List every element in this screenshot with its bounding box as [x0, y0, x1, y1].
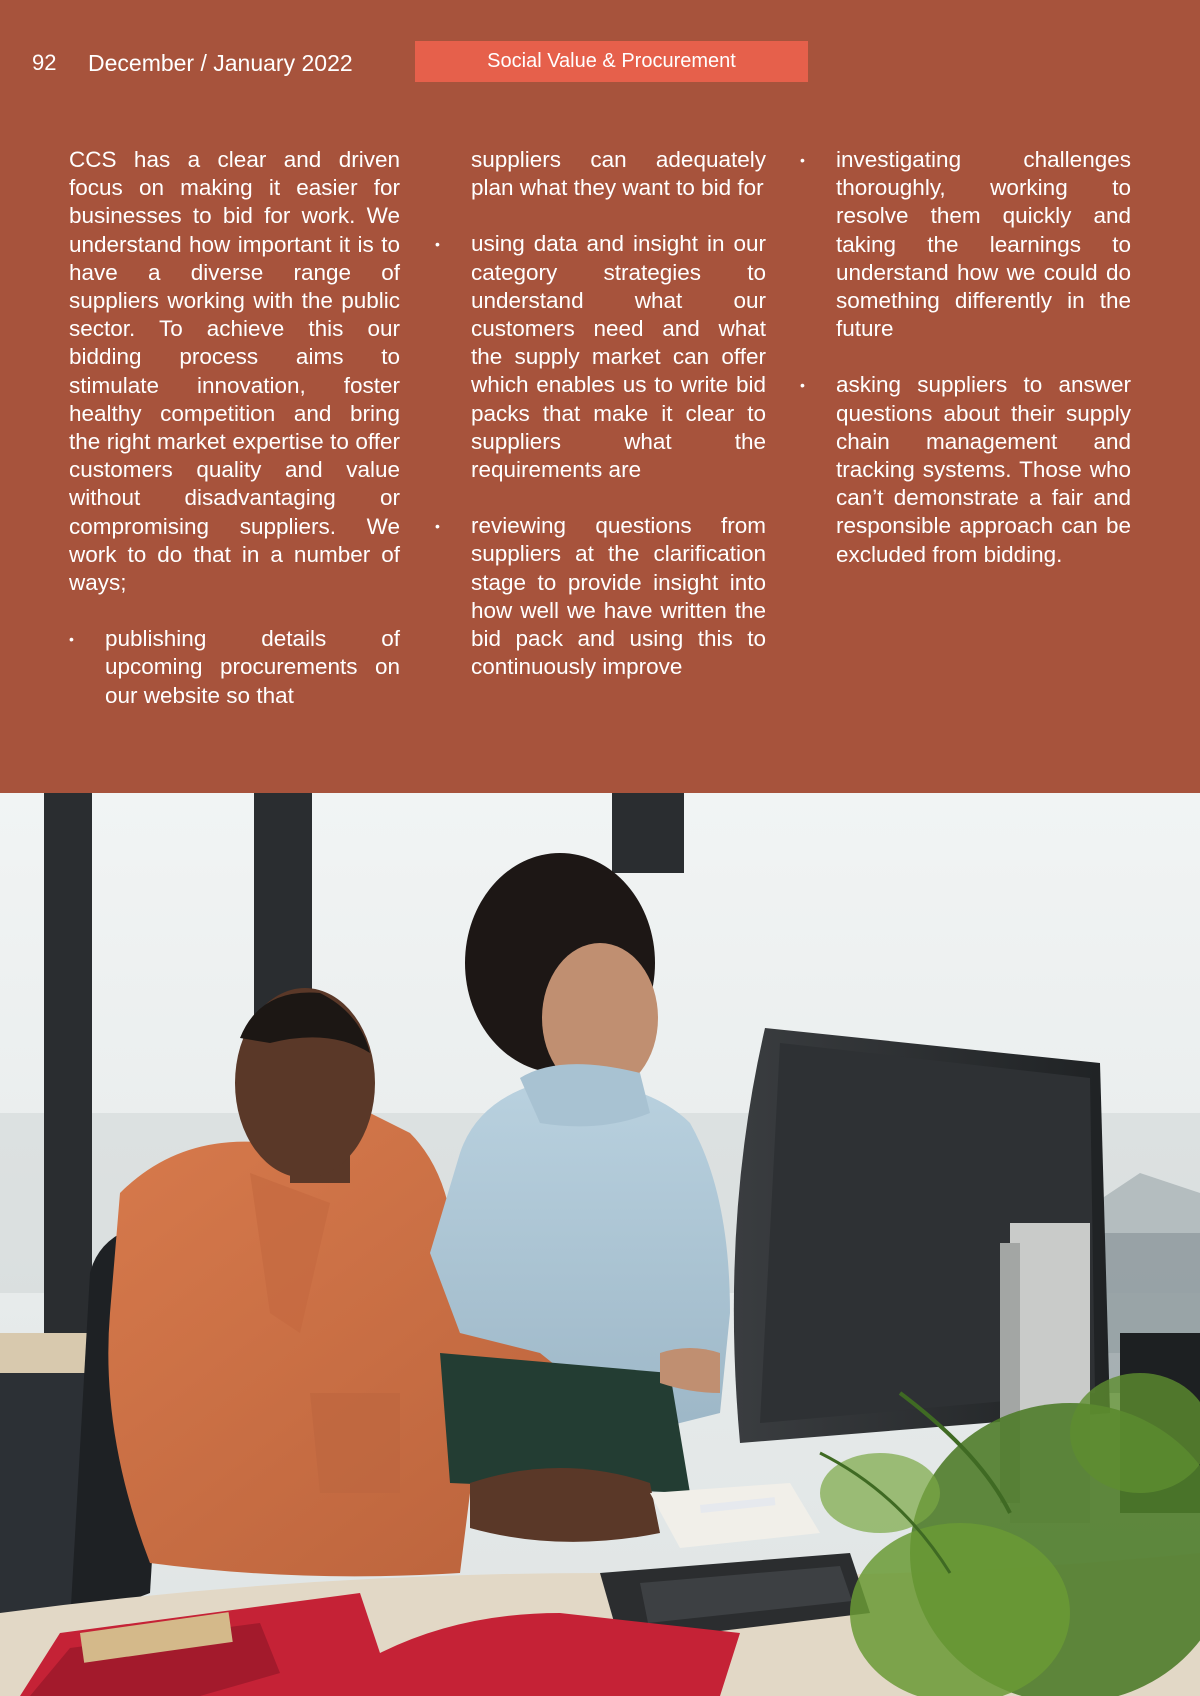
intro-paragraph: CCS has a clear and driven focus on making it easier for businesses to bid for work. We understand how important it is to have a diverse range of suppliers working with the public sector. To achieve this our bidding process aims to stimulate innovation, foster healthy competition and bring the right market expertise to offer customers quality and value without disadvantaging or compromising suppliers. We work to do that in a number of ways;: [69, 147, 400, 596]
page-header: [0, 0, 1200, 130]
bullet-list: [69, 625, 400, 710]
list-item-text: reviewing questions from suppliers at the clarification stage to provide insight into how well we have written the bid pack and using this to continuously improve: [471, 513, 766, 680]
bullet-list: [435, 146, 766, 681]
bullet-icon: •: [69, 631, 74, 648]
text-column-3: [800, 146, 1131, 569]
list-item: [800, 146, 1131, 343]
office-photo: [0, 793, 1200, 1696]
bullet-icon: •: [435, 236, 440, 253]
list-item: [435, 230, 766, 484]
list-item-text: using data and insight in our category strategies to understand what our customers need and what the supply market can offer which enables us to write bid packs that make it clear to suppliers what the requirements are: [471, 231, 766, 483]
list-item-text: asking suppliers to answer questions about their supply chain management and tracking systems. Those who can’t demonstrate a fair and responsible approach can be excluded from bidding.: [836, 372, 1131, 567]
list-item: [69, 625, 400, 710]
list-item: [800, 371, 1131, 568]
section-title: Social Value & Procurement: [487, 50, 736, 72]
section-tab: [415, 41, 808, 82]
issue-date: December / January 2022: [88, 50, 353, 76]
page-number: 92: [32, 50, 57, 75]
list-item-text: publishing details of upcoming procurements on our website so that: [105, 626, 400, 708]
text-column-2: [435, 146, 766, 681]
bullet-list: [800, 146, 1131, 569]
list-item-text: investigating challenges thoroughly, working to resolve them quickly and taking the learnings to understand how we could do something differently in the future: [836, 147, 1131, 342]
bullet-icon: •: [800, 152, 805, 168]
bullet-icon: •: [435, 518, 440, 535]
bullet-icon: •: [800, 377, 805, 394]
list-item-continued: [471, 146, 766, 202]
list-item-text: suppliers can adequately plan what they want to bid for: [471, 147, 766, 201]
text-column-1: [69, 146, 400, 710]
list-item: [435, 512, 766, 681]
